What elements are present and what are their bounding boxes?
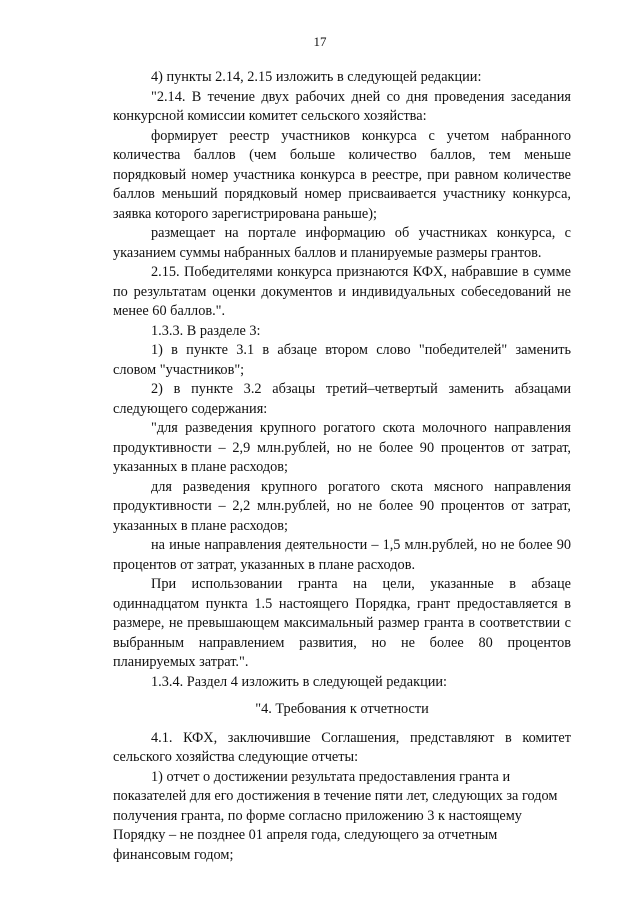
paragraph: формирует реестр участников конкурса с учетом набранного количества баллов (чем больше количество баллов, тем меньше порядковый номер участника конкурса в реестре, при равном количестве баллов меньший порядковый номер присваивается участнику конкурса, заявка которого зарегистрирована раньше); [113, 127, 571, 222]
paragraph: 4.1. КФХ, заключившие Соглашения, представляют в комитет сельского хозяйства следующие отчеты: [113, 729, 571, 765]
paragraph: 1) в пункте 3.1 в абзаце втором слово "победителей" заменить словом "участников"; [113, 342, 571, 378]
paragraph: для разведения крупного рогатого скота мясного направления продуктивности – 2,2 млн.рублей, но не более 90 процентов от затрат, указанных в плане расходов; [113, 478, 571, 534]
paragraph: 2.15. Победителями конкурса признаются КФХ, набравшие в сумме по результатам оценки документов и индивидуальных собеседований не менее 60 баллов.". [113, 264, 571, 319]
section-heading: "4. Требования к отчетности [255, 701, 429, 717]
paragraph: 1.3.4. Раздел 4 изложить в следующей редакции: [151, 673, 448, 690]
page-number: 17 [313, 34, 327, 49]
paragraph: 4) пункты 2.14, 2.15 изложить в следующей редакции: [151, 69, 482, 85]
paragraph: При использовании гранта на цели, указанные в абзаце одиннадцатом пункта 1.5 настоящего Порядка, грант предоставляется в размере, не превышающем максимальный размер гранта в соответствии с выбранным направлением развития, но не более 80 процентов планируемых затрат.". [113, 576, 571, 670]
paragraph: на иные направления деятельности – 1,5 млн.рублей, но не более 90 процентов от затрат, указанных в плане расходов. [113, 537, 571, 573]
paragraph: 2) в пункте 3.2 абзацы третий–четвертый заменить абзацами следующего содержания: [113, 381, 571, 417]
paragraph: "2.14. В течение двух рабочих дней со дня проведения заседания конкурсной комиссии комитет сельского хозяйства: [113, 88, 571, 124]
paragraph: 1.3.3. В разделе 3: [151, 322, 261, 339]
paragraph: 1) отчет о достижении результата предоставления гранта и показателей для его достижения в течение пяти лет, следующих за годом получения гранта, по форме согласно приложению 3 к настоящему Порядку – не позднее 01 апреля года, следующего за отчетным финансовым годом; [113, 768, 558, 863]
paragraph: "для разведения крупного рогатого скота молочного направления продуктивности – 2,9 млн.рублей, но не более 90 процентов от затрат, указанных в плане расходов; [113, 420, 571, 475]
document-body [113, 68, 571, 865]
paragraph: размещает на портале информацию об участниках конкурса, с указанием суммы набранных баллов и планируемые размеры грантов. [113, 225, 571, 261]
